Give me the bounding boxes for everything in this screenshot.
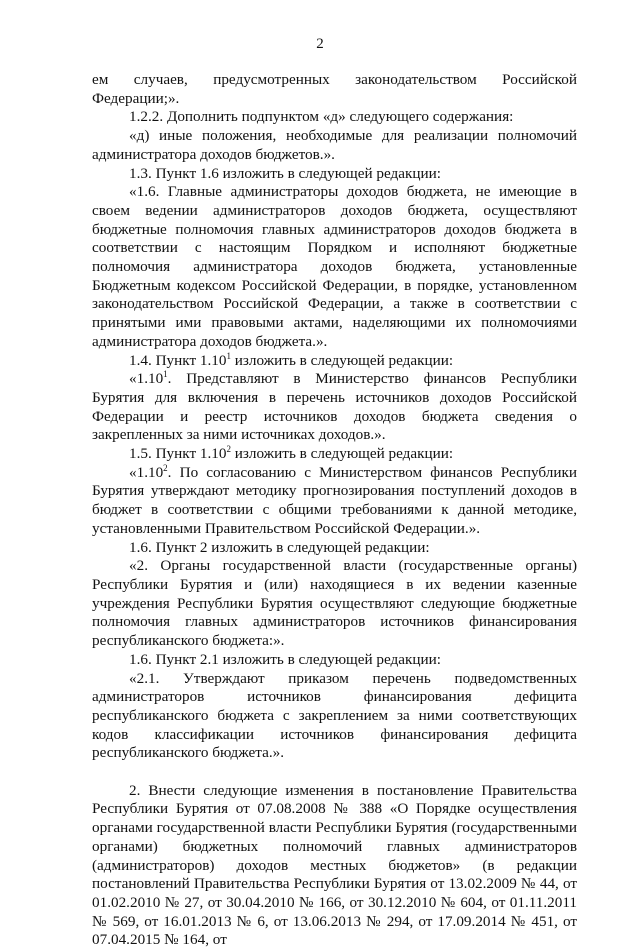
superscript: 1 xyxy=(163,369,168,380)
superscript: 1 xyxy=(226,350,231,361)
text-run: . По согласованию с Министерством финансов Республики Бурятия утверждают методику прогнозирования поступлений доходов в бюджет в соответствии с общими требованиями к данной методике, установленными Правительством Российской Федерации.». xyxy=(92,463,577,537)
document-body xyxy=(92,71,577,950)
paragraph-1-6-quote: «1.6. Главные администраторы доходов бюджета, не имеющие в своем ведении администраторов доходов бюджета, осуществляют бюджетные полномочия главных администраторов доходов бюджета в соответствии с настоящим Порядком и исполняют бюджетные полномочия администратора доходов бюджета, установленные Бюджетным кодексом Российской Федерации, в порядке, установленном законодательством Российской Федерации, а также в соответствии с принятыми ими правовыми актами, наделяющими их полномочиями администратора доходов бюджета.». xyxy=(92,183,577,350)
paragraph-1-6-point-2: 1.6. Пункт 2 изложить в следующей редакции: xyxy=(129,538,430,556)
text-run: . Представляют в Министерство финансов Республики Бурятия для включения в перечень источников доходов Российской Федерации и реестр источников доходов бюджета сведения о закрепленных за ними источниках доходов.». xyxy=(92,370,577,444)
superscript: 2 xyxy=(226,444,231,455)
paragraph-1-6-point-2-1: 1.6. Пункт 2.1 изложить в следующей редакции: xyxy=(129,650,442,668)
text-run: «1.10 xyxy=(129,370,164,388)
text-run: 1.4. Пункт 1.10 xyxy=(129,351,227,369)
paragraph-item-2: 2. Внести следующие изменения в постановление Правительства Республики Бурятия от 07.08.2008 № 388 «О Порядке осуществления органами государственной власти Республики Бурятия (государственными органами) бюджетных полномочий главных администраторов (администраторов) доходов местных бюджетов» (в редакции постановлений Правительства Республики Бурятия от 13.02.2009 № 44, от 01.02.2010 № 27, от 30.04.2010 № 166, от 30.12.2010 № 604, от 01.11.2011 № 569, от 16.01.2013 № 6, от 13.06.2013 № 294, от 17.09.2014 № 451, от 07.04.2015 № 164, от xyxy=(92,781,577,949)
paragraph-continuation: ем случаев, предусмотренных законодательством Российской Федерации;». xyxy=(92,71,577,107)
paragraph-2-1-quote: «2.1. Утверждают приказом перечень подведомственных администраторов источников финансирования дефицита республиканского бюджета с закреплением за ними соответствующих кодов классификации источников финансирования дефицита республиканского бюджета.». xyxy=(92,669,577,762)
text-run: изложить в следующей редакции: xyxy=(230,445,454,463)
page-number: 2 xyxy=(316,36,324,52)
paragraph-1-5 xyxy=(92,445,577,464)
paragraph-1-2-2: 1.2.2. Дополнить подпунктом «д» следующего содержания: xyxy=(129,108,514,126)
paragraph-1-10-2-quote xyxy=(92,464,577,539)
text-run: «1.10 xyxy=(129,463,164,481)
paragraph-2-quote: «2. Органы государственной власти (государственные органы) Республики Бурятия и (или) находящиеся в их ведении казенные учреждения Республики Бурятия осуществляют следующие бюджетные полномочия главных администраторов источников финансирования республиканского бюджета:». xyxy=(92,557,577,650)
text-run: изложить в следующей редакции: xyxy=(230,351,454,369)
paragraph-1-4 xyxy=(92,352,577,371)
paragraph-1-3: 1.3. Пункт 1.6 изложить в следующей редакции: xyxy=(129,164,442,182)
paragraph-subitem-d: «д) иные положения, необходимые для реализации полномочий администратора доходов бюджетов.». xyxy=(92,127,577,163)
superscript: 2 xyxy=(163,462,168,473)
text-run: 1.5. Пункт 1.10 xyxy=(129,445,227,463)
paragraph-1-10-1-quote xyxy=(92,370,577,445)
